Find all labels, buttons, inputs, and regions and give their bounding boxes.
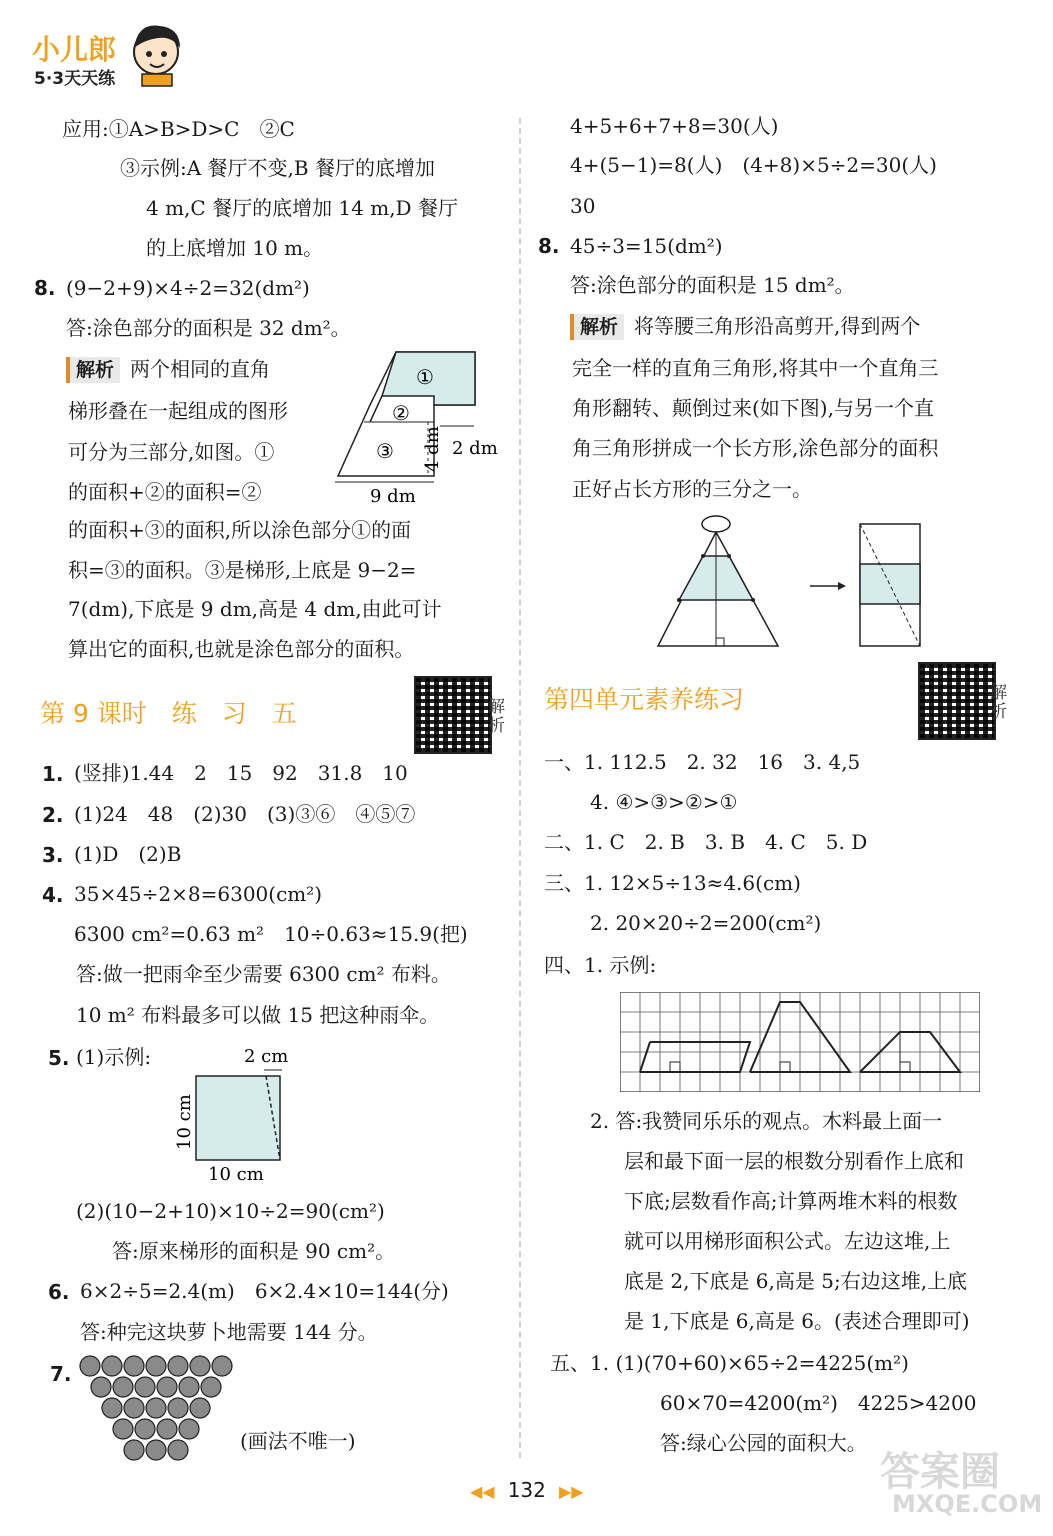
- circle-mark: [113, 1419, 133, 1439]
- circle-mark: [124, 1440, 144, 1460]
- s3-line-1: 三、1. 12×5÷13≈4.6(cm): [544, 871, 801, 895]
- triangle-rectangle-figure: [650, 508, 930, 650]
- fig5-bottom: 10 cm: [208, 1164, 264, 1185]
- r-q8-answer: 答:涂色部分的面积是 15 dm²。: [570, 273, 855, 297]
- l4-line-1: 35×45÷2×8=6300(cm²): [74, 882, 323, 906]
- page-footer: [470, 1478, 584, 1502]
- prev-arrows-icon[interactable]: ◀◀: [470, 1482, 495, 1501]
- apply-line-3: 4 m,C 餐厅的底增加 14 m,D 餐厅: [146, 196, 458, 220]
- l7-number: 7.: [50, 1362, 72, 1386]
- analysis-line-6: 积=③的面积。③是梯形,上底是 9−2=: [68, 558, 417, 582]
- fig-region-1: ①: [416, 365, 434, 389]
- r-line-2: 4+(5−1)=8(人) (4+8)×5÷2=30(人): [570, 153, 937, 177]
- l2-number: 2.: [42, 803, 64, 827]
- fig-dim-b: 9 dm: [370, 486, 416, 506]
- r-analysis-line-3: 角形翻转、颠倒过来(如下图),与另一个直: [572, 396, 934, 420]
- circle-mark: [124, 1398, 144, 1418]
- analysis-line-7: 7(dm),下底是 9 dm,高是 4 dm,由此可计: [68, 597, 442, 621]
- watermark-sub: MXQE.COM: [892, 1490, 1043, 1518]
- circle-mark: [146, 1440, 166, 1460]
- circle-mark: [168, 1398, 188, 1418]
- analysis-line-8: 算出它的面积,也就是涂色部分的面积。: [68, 637, 415, 661]
- analysis-line-3: 可分为三部分,如图。①: [68, 440, 275, 464]
- r-analysis-line-4: 角三角形拼成一个长方形,涂色部分的面积: [572, 436, 939, 460]
- circle-mark: [190, 1398, 210, 1418]
- apply-line-4: 的上底增加 10 m。: [146, 236, 324, 260]
- analysis-line-2: 梯形叠在一起组成的图形: [68, 399, 288, 423]
- s5-line-3: 答:绿心公园的面积大。: [660, 1431, 867, 1455]
- l4-line-2: 6300 cm²=0.63 m² 10÷0.63≈15.9(把): [74, 922, 468, 946]
- s1-line-1: 一、1. 112.5 2. 32 16 3. 4,5: [544, 750, 861, 774]
- circle-mark: [102, 1398, 122, 1418]
- circle-mark: [146, 1356, 166, 1376]
- circle-mark: [179, 1419, 199, 1439]
- l5-answer: 答:原来梯形的面积是 90 cm²。: [112, 1239, 396, 1263]
- l6-line-2: 答:种完这块萝卜地需要 144 分。: [80, 1320, 378, 1344]
- circle-trapezoid-figure: [78, 1354, 248, 1474]
- q8-answer: 答:涂色部分的面积是 32 dm²。: [66, 316, 351, 340]
- l7-note: (画法不唯一): [240, 1429, 356, 1453]
- l5-example: (1)示例:: [76, 1045, 152, 1069]
- l6-line-1: 6×2÷5=2.4(m) 6×2.4×10=144(分): [80, 1279, 449, 1303]
- trapezoid-figure: [330, 350, 510, 506]
- analysis-line-1: 解析 两个相同的直角: [66, 356, 270, 383]
- r-analysis-tag: 解析: [570, 314, 624, 340]
- analysis-line-5: 的面积+③的面积,所以涂色部分①的面: [68, 518, 412, 542]
- l6-number: 6.: [48, 1280, 70, 1304]
- circle-mark: [157, 1377, 177, 1397]
- l1-text: (竖排)1.44 2 15 92 31.8 10: [74, 761, 408, 785]
- analysis-tag: 解析: [66, 357, 120, 383]
- r-q8-formula: 45÷3=15(dm²): [570, 234, 723, 258]
- section-title-lesson9: 第 9 课时 练 习 五: [40, 699, 297, 728]
- qr-label: 解析: [488, 697, 505, 736]
- circle-mark: [201, 1377, 221, 1397]
- watermark-main: 答案圈: [880, 1449, 1000, 1495]
- l3-number: 3.: [42, 843, 64, 867]
- q8-formula: (9−2+9)×4÷2=32(dm²): [66, 276, 310, 300]
- circle-mark: [80, 1356, 100, 1376]
- s4-line-6: 底是 2,下底是 6,高是 5;右边这堆,上底: [624, 1269, 968, 1293]
- s4-line-7: 是 1,下底是 6,高是 6。(表述合理即可): [624, 1309, 970, 1333]
- l4-line-4: 10 m² 布料最多可以做 15 把这种雨伞。: [76, 1003, 440, 1027]
- fig5-top: 2 cm: [244, 1046, 289, 1067]
- circle-mark: [157, 1419, 177, 1439]
- l4-number: 4.: [42, 883, 64, 907]
- s4-line-1: 四、1. 示例:: [544, 953, 657, 977]
- r-q8-number: 8.: [538, 234, 560, 258]
- next-arrows-icon[interactable]: ▶▶: [558, 1482, 584, 1501]
- circle-mark: [168, 1440, 188, 1460]
- fig5-side: 10 cm: [174, 1094, 195, 1150]
- circle-mark: [168, 1356, 188, 1376]
- r-line-3: 30: [570, 194, 596, 218]
- circle-mark: [190, 1356, 210, 1376]
- analysis-line-4: 的面积+②的面积=②: [68, 480, 262, 504]
- apply-line-2: ③示例:A 餐厅不变,B 餐厅的底增加: [120, 156, 435, 180]
- circle-mark: [146, 1398, 166, 1418]
- circle-mark: [135, 1419, 155, 1439]
- apply-line-1: 应用:①A>B>D>C ②C: [62, 117, 295, 141]
- grid-figure: [620, 992, 980, 1092]
- s4-line-4: 下底;层数看作高;计算两堆木料的根数: [624, 1189, 958, 1213]
- qr-code-icon-2[interactable]: [918, 662, 996, 740]
- circle-mark: [179, 1377, 199, 1397]
- s3-line-2: 2. 20×20÷2=200(cm²): [590, 911, 822, 935]
- l2-text: (1)24 48 (2)30 (3)③⑥ ④⑤⑦: [74, 802, 416, 826]
- l4-line-3: 答:做一把雨伞至少需要 6300 cm² 布料。: [76, 962, 451, 986]
- s4-line-2: 2. 答:我赞同乐乐的观点。木料最上面一: [590, 1109, 943, 1133]
- square-figure: [170, 1040, 300, 1190]
- column-divider: [519, 118, 521, 1458]
- s1-line-2: 4. ④>③>②>①: [590, 790, 738, 814]
- r-analysis-line-2: 完全一样的直角三角形,将其中一个直角三: [572, 356, 939, 380]
- qr-code-icon[interactable]: [414, 676, 492, 754]
- brand-logo: 小儿郎: [32, 33, 117, 66]
- r-line-1: 4+5+6+7+8=30(人): [570, 114, 779, 138]
- l5-number: 5.: [48, 1046, 70, 1070]
- circle-mark: [135, 1377, 155, 1397]
- l5-part2: (2)(10−2+10)×10÷2=90(cm²): [76, 1199, 385, 1223]
- page-number: 132: [507, 1478, 546, 1502]
- s4-line-5: 就可以用梯形面积公式。左边这堆,上: [624, 1229, 951, 1253]
- circle-mark: [91, 1377, 111, 1397]
- s2-line: 二、1. C 2. B 3. B 4. C 5. D: [544, 830, 868, 854]
- circle-mark: [102, 1356, 122, 1376]
- circle-mark: [124, 1356, 144, 1376]
- s5-line-1: 五、1. (1)(70+60)×65÷2=4225(m²): [550, 1351, 909, 1375]
- circle-mark: [212, 1356, 232, 1376]
- fig-dim-w: 2 dm: [452, 438, 498, 459]
- r-analysis-line-5: 正好占长方形的三分之一。: [572, 477, 812, 501]
- fig-dim-h: 4 dm: [422, 426, 443, 472]
- fig-region-3: ③: [376, 439, 394, 463]
- q8-number: 8.: [34, 276, 56, 300]
- qr-label-2: 解析: [990, 683, 1007, 722]
- s5-line-2: 60×70=4200(m²) 4225>4200: [660, 1391, 977, 1415]
- series-logo: 5·3天天练: [34, 69, 116, 89]
- section-title-unit4: 第四单元素养练习: [544, 685, 745, 714]
- circle-mark: [113, 1377, 133, 1397]
- r-analysis-line-1: 解析 将等腰三角形沿高剪开,得到两个: [570, 313, 920, 340]
- s4-line-3: 层和最下面一层的根数分别看作上底和: [624, 1149, 964, 1173]
- l3-text: (1)D (2)B: [74, 842, 182, 866]
- mascot-icon: [128, 18, 186, 88]
- l1-number: 1.: [42, 762, 64, 786]
- fig-region-2: ②: [392, 401, 410, 425]
